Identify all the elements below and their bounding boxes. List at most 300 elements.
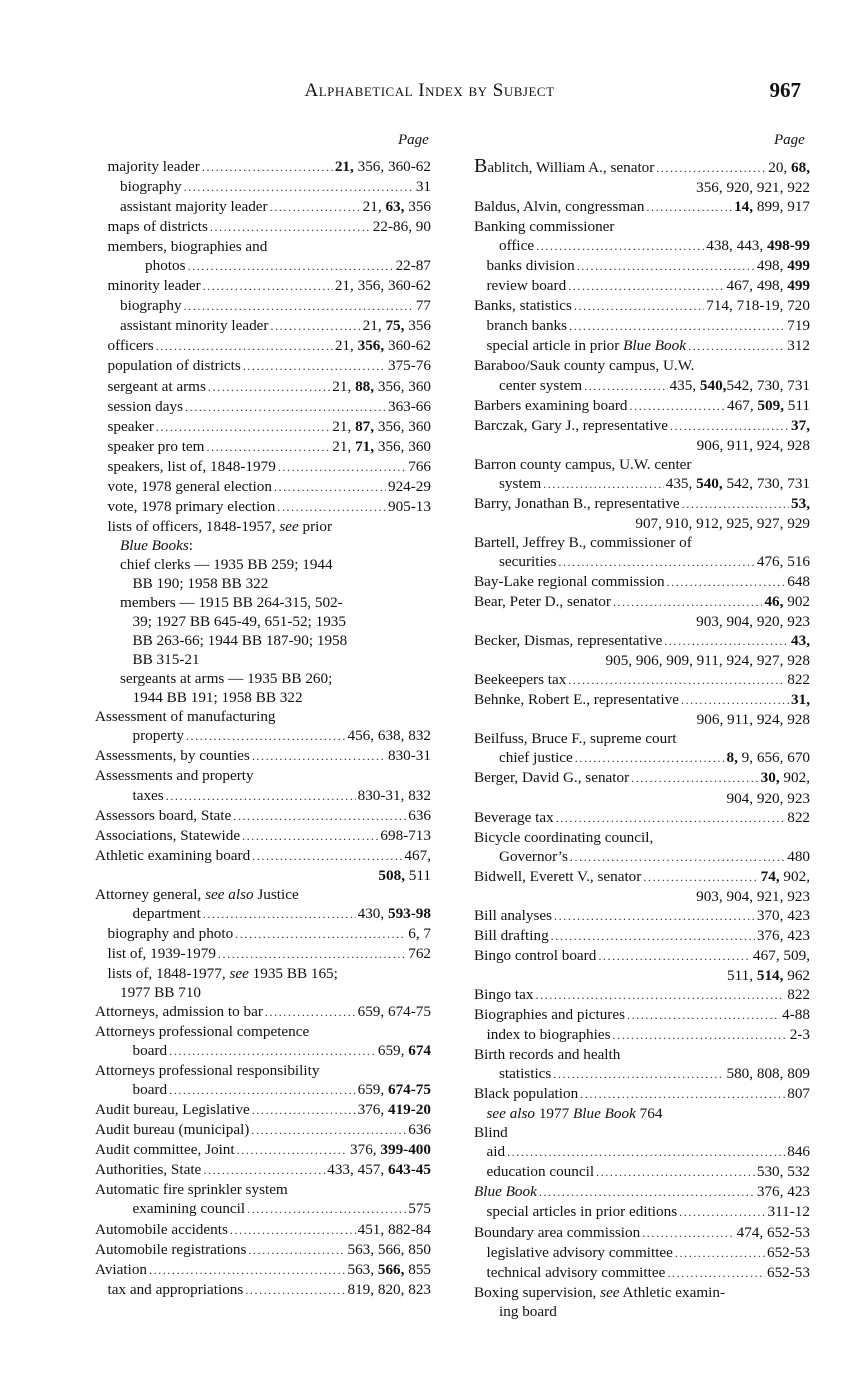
page-ref: 21, <box>332 417 356 435</box>
entry-line <box>95 437 431 457</box>
entry-text-run: ing board <box>499 1302 557 1320</box>
entry-term-text: Barbers examining board <box>474 396 628 414</box>
entry-continuation-pages <box>474 612 810 631</box>
entry-term <box>108 217 208 236</box>
index-entry <box>474 690 810 729</box>
entry-term <box>95 806 231 825</box>
dot-leader <box>543 475 664 494</box>
page-ref: 846 <box>787 1143 810 1161</box>
page-ref: 530, 532 <box>756 1163 810 1181</box>
entry-pages <box>332 417 431 436</box>
dot-leader <box>613 593 763 612</box>
entry-continuation-pages <box>474 651 810 670</box>
entry-term-text: Boundary area commission <box>474 1223 641 1241</box>
page-ref-primary: 356, <box>357 337 385 355</box>
entry-pages <box>768 1202 810 1221</box>
entry-line <box>474 926 810 946</box>
entry-line <box>95 1100 431 1120</box>
entry-line <box>474 906 810 926</box>
entry-term <box>499 236 534 255</box>
dot-leader <box>251 1121 406 1140</box>
entry-term-text: speaker pro tem <box>107 437 205 455</box>
page-ref: 563, <box>347 1260 378 1278</box>
entry-line <box>474 256 810 276</box>
index-entry <box>95 1140 431 1160</box>
entry-term <box>474 1005 625 1024</box>
page-ref: 511, <box>727 966 757 984</box>
page-ref: 924-29 <box>387 477 431 495</box>
entry-text-run: sergeants at arms — 1935 BB 260; <box>120 670 333 688</box>
entry-pages <box>347 1240 431 1259</box>
entry-term <box>487 1142 506 1161</box>
entry-term-text: education council <box>486 1163 595 1181</box>
entry-pages <box>408 944 431 963</box>
entry-pages <box>757 256 810 275</box>
entry-term <box>474 494 680 513</box>
page-ref: 21, <box>332 377 356 395</box>
dot-leader <box>210 218 371 237</box>
entry-line <box>95 1160 431 1180</box>
entry-text-run: Beilfuss, Bruce F., supreme court <box>474 730 677 748</box>
index-column-right <box>474 157 810 1321</box>
page-ref: 719 <box>787 317 810 335</box>
entry-term-text: Audit bureau, Legislative <box>95 1101 250 1119</box>
index-entry <box>95 806 431 826</box>
entry-term <box>487 316 568 335</box>
entry-text <box>95 983 431 1002</box>
page-ref: 636 <box>408 1121 431 1139</box>
entry-term-text: Athletic examining board <box>95 846 251 864</box>
entry-line <box>474 336 810 356</box>
page-ref: 906, 911, 924, 928 <box>696 436 810 454</box>
page-ref: 21, <box>362 198 386 216</box>
entry-pages <box>764 592 810 611</box>
dot-leader <box>539 1183 755 1202</box>
entry-text <box>95 688 431 707</box>
page-ref: 511 <box>404 866 431 884</box>
dot-leader <box>643 868 758 887</box>
entry-term-text: index to biographies <box>486 1026 611 1044</box>
entry-term-text: Bear, Peter D., senator <box>474 593 611 611</box>
index-entry <box>95 924 431 944</box>
dot-leader <box>535 986 785 1005</box>
entry-term-initial: B <box>474 155 488 177</box>
entry-line <box>474 1202 810 1222</box>
dot-leader <box>667 1264 765 1283</box>
page-ref: 21, <box>332 437 356 455</box>
page-ref: 636 <box>408 806 431 824</box>
index-entry <box>95 1240 431 1260</box>
entry-term <box>108 1280 244 1299</box>
entry-text <box>95 1022 431 1041</box>
entry-pages <box>408 1120 431 1139</box>
dot-leader <box>185 398 386 417</box>
index-entry <box>474 416 810 455</box>
entry-text-italic: see also <box>486 1105 536 1123</box>
entry-pages <box>408 806 431 825</box>
entry-text-run: Banking commissioner <box>474 218 615 236</box>
dot-leader <box>166 787 356 806</box>
entry-line <box>95 497 431 517</box>
index-entry <box>95 377 431 397</box>
index-entry <box>474 729 810 768</box>
index-entry <box>95 217 431 237</box>
page-ref: 480 <box>787 847 810 865</box>
page-ref: 714, 718-19, 720 <box>706 297 810 315</box>
entry-term <box>108 477 272 496</box>
entry-line <box>95 477 431 497</box>
page-ref: 902 <box>783 593 810 611</box>
entry-line <box>474 985 810 1005</box>
entry-term-text: special article in prior <box>486 337 624 355</box>
entry-pages <box>757 1182 810 1201</box>
dot-leader <box>679 1203 765 1222</box>
index-entry <box>474 1263 810 1283</box>
dot-leader <box>577 257 755 276</box>
index-entry <box>95 1022 431 1061</box>
entry-term-text: biography <box>120 297 182 315</box>
entry-pages <box>350 1140 431 1159</box>
page-ref: 360-62 <box>384 337 431 355</box>
index-entry <box>95 593 431 669</box>
entry-term <box>474 867 641 886</box>
index-entry <box>95 1180 431 1219</box>
page-ref: 370, 423 <box>756 906 810 924</box>
entry-term-text: Bill analyses <box>474 906 553 924</box>
entry-text-run: BB 190; 1958 BB 322 <box>132 574 269 592</box>
entry-term-text: Bingo control board <box>474 946 597 964</box>
entry-text-run: Attorney general, <box>95 885 206 903</box>
entry-pages <box>706 296 810 315</box>
entry-term <box>487 1263 666 1282</box>
running-header-title: Alphabetical Index by Subject <box>304 80 555 101</box>
index-entry <box>474 276 810 296</box>
entry-term-text: majority leader <box>107 158 200 175</box>
entry-pages <box>757 906 810 925</box>
page-number: 967 <box>769 78 801 102</box>
dot-leader <box>556 809 786 828</box>
entry-text <box>95 1061 431 1080</box>
entry-term-text: Banks, statistics <box>474 297 572 315</box>
page-ref-primary: 21, <box>334 158 354 175</box>
index-entry <box>474 356 810 395</box>
entry-continuation-pages <box>474 887 810 906</box>
page-ref: 906, 911, 924, 928 <box>696 711 810 729</box>
entry-pages <box>761 768 810 787</box>
entry-pages <box>791 494 810 513</box>
entry-text-run: 39; 1927 BB 645-49, 651-52; 1935 <box>132 613 346 631</box>
page-ref: 476, 516 <box>756 552 810 570</box>
entry-line <box>474 808 810 828</box>
page-ref: 659, <box>357 1081 388 1099</box>
dot-leader <box>247 1200 406 1219</box>
entry-term <box>95 826 240 845</box>
index-entry <box>95 497 431 517</box>
entry-text <box>95 517 431 536</box>
page-ref-primary: 37, <box>791 416 810 434</box>
page-ref: 902, <box>779 867 810 885</box>
page-ref: 905, 906, 909, 911, 924, 927, 928 <box>605 652 810 670</box>
entry-term <box>145 256 186 275</box>
entry-term <box>474 1084 578 1103</box>
index-entry <box>95 1061 431 1100</box>
entry-line <box>474 416 810 436</box>
index-entry <box>95 336 431 356</box>
entry-continuation-pages <box>95 866 431 885</box>
page-ref: 376, <box>350 1141 381 1159</box>
entry-term <box>95 1140 235 1159</box>
entry-text <box>474 1045 810 1064</box>
page-ref: 435, <box>669 376 700 394</box>
entry-line <box>474 376 810 396</box>
page-ref: 474, 652-53 <box>736 1223 810 1241</box>
page-ref-primary: 8, <box>726 749 738 767</box>
index-entry <box>474 217 810 256</box>
entry-line <box>95 1220 431 1240</box>
entry-line <box>95 157 431 177</box>
entry-pages <box>787 316 810 335</box>
page-ref: 907, 910, 912, 925, 927, 929 <box>635 514 810 532</box>
entry-term <box>474 808 554 827</box>
entry-term <box>108 276 201 295</box>
entry-term <box>499 1064 551 1083</box>
entry-line <box>474 296 810 316</box>
entry-text <box>95 650 431 669</box>
entry-term <box>474 592 611 611</box>
entry-term <box>108 924 234 943</box>
page-ref: 311-12 <box>767 1203 810 1221</box>
dot-leader <box>688 337 785 356</box>
entry-term <box>133 1041 168 1060</box>
dot-leader <box>558 553 754 572</box>
entry-pages <box>666 474 810 493</box>
page-ref-primary: 540, <box>696 474 723 492</box>
entry-pages <box>757 552 810 571</box>
index-entry <box>474 1182 810 1202</box>
page-ref-primary: 509, <box>757 396 784 414</box>
index-entry <box>474 1005 810 1025</box>
entry-text-run: members — 1915 BB 264-315, 502- <box>120 594 343 612</box>
dot-leader <box>243 357 386 376</box>
entry-term <box>133 786 164 805</box>
page-ref: 9, 656, 670 <box>737 749 810 767</box>
entry-text <box>95 237 431 256</box>
index-entry <box>474 1123 810 1142</box>
entry-line <box>474 768 810 788</box>
entry-line <box>474 1005 810 1025</box>
entry-pages <box>757 926 810 945</box>
entry-pages <box>408 457 431 476</box>
entry-line <box>95 924 431 944</box>
page-ref: 438, 443, <box>706 237 767 255</box>
entry-pages <box>791 690 810 709</box>
entry-line <box>474 1162 810 1182</box>
page-ref: 21, 356, 360-62 <box>334 277 431 295</box>
entry-line <box>95 296 431 316</box>
entry-pages <box>787 572 810 591</box>
entry-text <box>95 1180 431 1199</box>
dot-leader <box>202 158 333 177</box>
page-ref: 4-88 <box>782 1006 810 1024</box>
entry-line <box>95 786 431 806</box>
entry-pages <box>358 1220 431 1239</box>
entry-text-run: prior <box>298 517 333 535</box>
page-ref-primary: 53, <box>791 494 810 512</box>
entry-term <box>474 768 629 787</box>
entry-line <box>474 474 810 494</box>
entry-text-run: Birth records and health <box>474 1046 621 1064</box>
entry-text-run: Bartell, Jeffrey B., commissioner of <box>474 533 692 551</box>
entry-line <box>95 1199 431 1219</box>
entry-term <box>133 904 201 923</box>
page-ref: 511 <box>783 396 810 414</box>
entry-pages <box>782 1005 810 1024</box>
entry-continuation-pages <box>474 178 810 197</box>
entry-pages <box>787 847 810 866</box>
entry-text-run: Justice <box>253 885 299 903</box>
page-ref-primary: 87, <box>355 417 375 435</box>
dot-leader <box>551 927 755 946</box>
entry-text-italic: Blue Books <box>120 536 189 554</box>
page-ref: 22-87 <box>395 257 431 275</box>
dot-leader <box>184 178 414 197</box>
page-ref: 435, <box>665 474 697 492</box>
entry-pages <box>753 946 810 965</box>
entry-line <box>95 217 431 237</box>
entry-term-text: Automobile accidents <box>95 1220 228 1238</box>
entry-line <box>95 457 431 477</box>
entry-term <box>95 1260 147 1279</box>
dot-leader <box>646 198 732 217</box>
entry-line <box>95 746 431 766</box>
entry-line <box>95 316 431 336</box>
dot-leader <box>184 297 414 316</box>
entry-text-run: 1935 BB 165; <box>248 964 338 982</box>
page-ref: 659, 674-75 <box>357 1003 431 1021</box>
entry-term <box>474 926 549 945</box>
entry-line <box>95 944 431 964</box>
entry-pages <box>332 377 431 396</box>
entry-text-run: Assessments and property <box>95 767 254 785</box>
entry-pages <box>726 276 810 295</box>
entry-text <box>474 1104 810 1123</box>
entry-term-text: Audit bureau (municipal) <box>95 1121 250 1139</box>
entry-text <box>95 964 431 983</box>
page-ref: 830-31 <box>387 747 431 765</box>
entry-term <box>108 336 154 355</box>
entry-term-text: Bay-Lake regional commission <box>474 572 665 590</box>
entry-pages <box>737 1223 810 1242</box>
entry-term <box>487 1025 611 1044</box>
entry-term-text: Berger, David G., senator <box>474 769 630 787</box>
entry-pages <box>790 1025 810 1044</box>
entry-term-text: vote, 1978 general election <box>107 477 272 495</box>
page-ref: 855 <box>404 1260 431 1278</box>
entry-line <box>474 690 810 710</box>
dot-leader <box>186 727 346 746</box>
page-ref: 356, 360 <box>374 417 431 435</box>
dot-leader <box>570 848 785 867</box>
dot-leader <box>598 947 751 966</box>
page-ref: 904, 920, 923 <box>726 789 810 807</box>
entry-text-italic: see <box>600 1283 620 1301</box>
entry-continuation-pages <box>474 710 810 729</box>
entry-term <box>474 572 665 591</box>
index-entry <box>95 746 431 766</box>
dot-leader <box>208 378 330 397</box>
entry-term-text: Governor’s <box>499 847 568 865</box>
index-entry <box>95 316 431 336</box>
entry-term <box>108 497 276 516</box>
index-entry <box>95 157 431 177</box>
page-ref: 498, <box>756 257 788 275</box>
entry-term-text: Attorneys, admission to bar <box>95 1003 263 1021</box>
entry-term <box>487 1162 595 1181</box>
index-entry <box>95 1220 431 1240</box>
page-ref-primary: 419-20 <box>387 1101 431 1119</box>
entry-line <box>474 276 810 296</box>
page-ref: 899, 917 <box>753 198 810 216</box>
index-entry <box>95 1120 431 1140</box>
entry-text <box>95 593 431 612</box>
entry-line <box>95 1240 431 1260</box>
page-ref-primary: 514, <box>756 966 784 984</box>
dot-leader <box>245 1281 345 1300</box>
entry-pages <box>363 197 431 216</box>
page-ref: 2-3 <box>789 1026 810 1044</box>
index-entry <box>474 985 810 1005</box>
entry-continuation-pages <box>474 966 810 985</box>
entry-term-text: Bingo tax <box>474 985 534 1003</box>
index-entry <box>474 946 810 985</box>
entry-pages <box>787 1142 810 1161</box>
entry-text <box>474 455 810 474</box>
index-entry <box>474 867 810 906</box>
entry-pages <box>335 157 431 176</box>
index-entry <box>474 631 810 670</box>
entry-term <box>474 416 668 435</box>
entry-pages <box>327 1160 431 1179</box>
entry-term-text: technical advisory committee <box>486 1263 666 1281</box>
dot-leader <box>574 297 704 316</box>
page-ref: 467, 498, <box>726 277 788 295</box>
entry-line <box>95 846 431 866</box>
index-entry <box>95 237 431 276</box>
page-ref: 903, 904, 920, 923 <box>696 613 810 631</box>
entry-pages <box>373 217 431 236</box>
entry-term <box>120 177 182 196</box>
entry-term-text: department <box>132 904 201 922</box>
entry-term-text: banks division <box>486 257 575 275</box>
page-ref: 903, 904, 921, 923 <box>696 887 810 905</box>
dot-leader <box>242 827 378 846</box>
entry-term <box>474 1223 640 1242</box>
entry-pages <box>787 808 810 827</box>
index-entry <box>474 828 810 867</box>
entry-pages <box>380 826 431 845</box>
entry-line <box>95 356 431 376</box>
entry-term <box>474 946 596 965</box>
index-entry <box>474 336 810 356</box>
entry-term <box>95 1100 250 1119</box>
index-entry <box>95 826 431 846</box>
entry-line <box>474 236 810 256</box>
entry-term <box>133 1080 168 1099</box>
entry-text-run: Assessment of manufacturing <box>95 708 276 726</box>
entry-text <box>95 707 431 726</box>
entry-pages <box>791 631 810 650</box>
entry-line <box>95 904 431 924</box>
